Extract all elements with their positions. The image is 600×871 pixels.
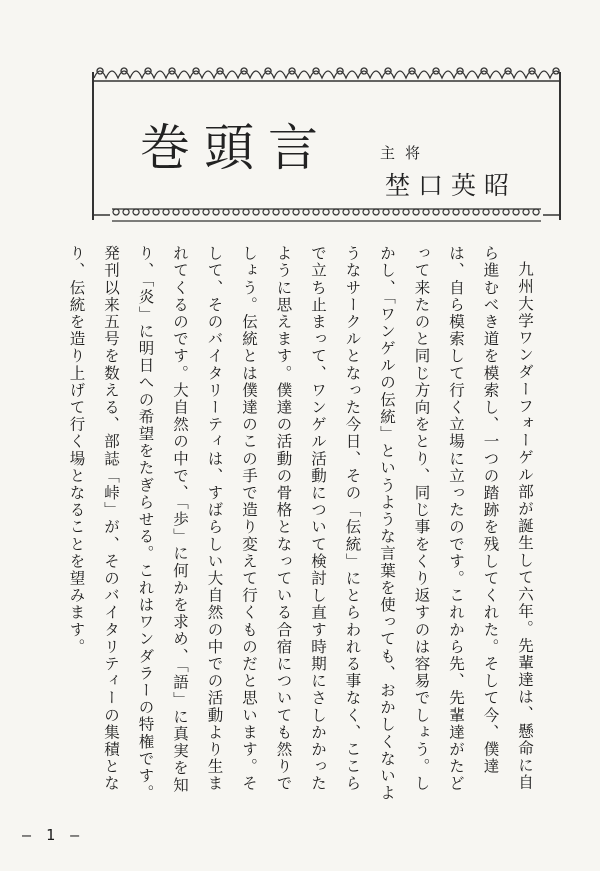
author-name: 埜口英昭 (385, 171, 518, 200)
article-body (67, 245, 542, 805)
body-paragraph: 九州大学ワンダーフォーゲル部が誕生して六年。先輩達は、懸命に自ら進むべき道を模索し、一つの踏跡を残してくれた。そして今、僕達は、自ら模索して行く立場に立ったのです。これから先、先輩達がたどって来たのと同じ方向をとり、同じ事をくり返すのは容易でしょう。しかし、「ワンゲルの伝統」というような言葉を使っても、おかしくないようなサークルとなった今日、その「伝統」にとらわれる事なく、ここらで立ち止まって、ワンゲル活動について検討し直す時期にさしかかったように思えます。僕達の活動の骨格となっている合宿についても然りでしょう。伝統とは僕達のこの手で造り変えて行くものだと思います。そして、そのバイタリーティは、すばらしい大自然の中での活動より生まれてくるのです。大自然の中で、「歩」に何かを求め、「語」に真実を知り、「炎」に明日への希望をたぎらせる。これはワンダラーの特権です。発刊以来五号を数える、部誌「峠」が、そのバイタリティーの集積となり、伝統を造り上げて行く場となることを望みます。 (67, 245, 534, 802)
ornamental-border-bottom (92, 206, 561, 224)
ornamental-border-top (92, 62, 561, 84)
page-number: — 1 — (22, 826, 83, 844)
page-title: 巻頭言 (140, 119, 332, 177)
author-role: 主将 (380, 144, 431, 162)
